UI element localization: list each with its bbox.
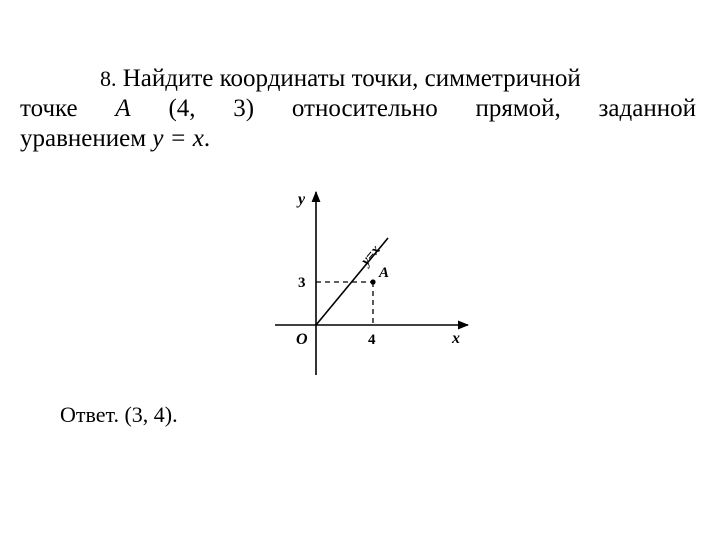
equation: y = x bbox=[152, 125, 204, 152]
problem-line-2 bbox=[20, 94, 696, 124]
problem-statement bbox=[20, 64, 696, 154]
point-label: A bbox=[379, 265, 390, 281]
line-label: y=x bbox=[358, 242, 384, 269]
word: 3) bbox=[233, 95, 255, 122]
word: заданной bbox=[598, 95, 696, 122]
word: точке bbox=[20, 95, 78, 122]
y-axis-label: y bbox=[298, 191, 306, 208]
word: относительно bbox=[291, 95, 438, 122]
x-tick-label: 4 bbox=[368, 332, 376, 348]
answer: Ответ. (3, 4). bbox=[60, 402, 178, 427]
period: . bbox=[203, 125, 211, 152]
problem-line-3 bbox=[20, 124, 696, 154]
problem-text-1: Найдите координаты точки, симметричной bbox=[122, 65, 581, 92]
x-axis-label: x bbox=[452, 330, 460, 347]
coordinate-figure bbox=[270, 180, 490, 380]
origin-label: O bbox=[296, 331, 308, 348]
word: уравнением bbox=[20, 125, 147, 152]
word: прямой, bbox=[475, 95, 561, 122]
problem-number: 8. bbox=[100, 66, 117, 91]
point-name: A bbox=[115, 95, 131, 122]
point-a bbox=[370, 279, 375, 284]
y-tick-label: 3 bbox=[298, 275, 306, 291]
problem-line-1 bbox=[20, 64, 696, 94]
word: (4, bbox=[168, 95, 196, 122]
